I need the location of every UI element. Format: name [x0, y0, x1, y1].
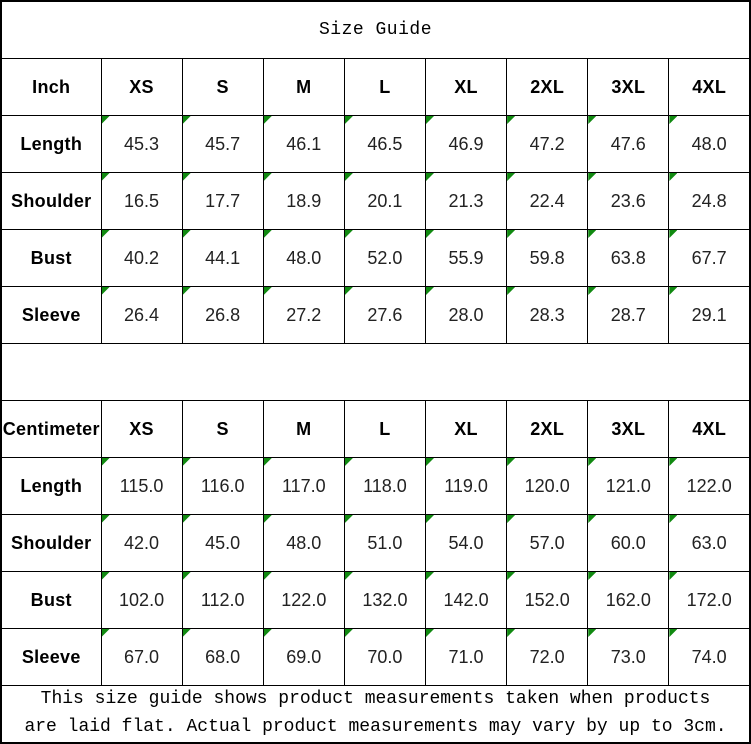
corner-flag-icon [588, 230, 596, 238]
size-value-cell [588, 230, 669, 287]
size-value: 132.0 [362, 589, 408, 610]
corner-flag-icon [588, 572, 596, 580]
corner-flag-icon [588, 116, 596, 124]
size-value-cell [588, 515, 669, 572]
size-value-cell [101, 629, 182, 686]
size-value-cell [182, 230, 263, 287]
size-value: 27.6 [367, 304, 403, 325]
corner-flag-icon [102, 230, 110, 238]
corner-flag-icon [264, 116, 272, 124]
size-value: 172.0 [686, 589, 732, 610]
size-value: 26.8 [205, 304, 241, 325]
corner-flag-icon [183, 629, 191, 637]
measurement-row [1, 287, 750, 344]
size-value: 74.0 [691, 646, 727, 667]
footer-section [1, 686, 750, 744]
corner-flag-icon [588, 515, 596, 523]
corner-flag-icon [426, 515, 434, 523]
corner-flag-icon [507, 116, 515, 124]
size-value: 70.0 [367, 646, 403, 667]
size-value: 20.1 [367, 190, 403, 211]
size-value-cell [588, 572, 669, 629]
size-value-cell [182, 629, 263, 686]
size-value: 46.1 [286, 133, 322, 154]
corner-flag-icon [102, 515, 110, 523]
size-value-cell [507, 515, 588, 572]
size-value-cell [263, 458, 344, 515]
corner-flag-icon [588, 458, 596, 466]
size-value: 47.6 [610, 133, 646, 154]
size-value: 63.8 [610, 247, 646, 268]
size-value: 122.0 [281, 589, 327, 610]
size-value-cell [182, 458, 263, 515]
size-value: 120.0 [524, 475, 570, 496]
measurement-row [1, 572, 750, 629]
size-value-cell [669, 515, 750, 572]
size-value: 42.0 [124, 532, 160, 553]
corner-flag-icon [264, 515, 272, 523]
size-value-cell [669, 173, 750, 230]
corner-flag-icon [426, 173, 434, 181]
size-value-cell [344, 173, 425, 230]
measurement-row [1, 116, 750, 173]
size-value: 45.7 [205, 133, 241, 154]
size-value-cell [669, 629, 750, 686]
size-value: 121.0 [605, 475, 651, 496]
size-column-header: 4XL [669, 59, 750, 116]
size-column-header: L [344, 401, 425, 458]
size-value-cell [507, 116, 588, 173]
measurement-row [1, 173, 750, 230]
size-value: 26.4 [124, 304, 160, 325]
size-column-header: XS [101, 59, 182, 116]
corner-flag-icon [345, 230, 353, 238]
gap-row [1, 344, 750, 401]
corner-flag-icon [183, 287, 191, 295]
size-value: 28.3 [529, 304, 565, 325]
size-value: 48.0 [691, 133, 727, 154]
size-value-cell [588, 458, 669, 515]
size-value-cell [426, 173, 507, 230]
size-value-cell [101, 515, 182, 572]
corner-flag-icon [183, 572, 191, 580]
corner-flag-icon [264, 629, 272, 637]
size-value: 102.0 [119, 589, 165, 610]
size-value: 23.6 [610, 190, 646, 211]
size-value: 119.0 [444, 475, 488, 496]
size-value: 115.0 [119, 475, 164, 496]
corner-flag-icon [669, 629, 677, 637]
size-value: 29.1 [691, 304, 727, 325]
corner-flag-icon [507, 572, 515, 580]
corner-flag-icon [426, 572, 434, 580]
corner-flag-icon [345, 572, 353, 580]
corner-flag-icon [264, 458, 272, 466]
title-section [1, 1, 750, 59]
measurement-label: Length [1, 116, 101, 173]
size-value: 21.3 [448, 190, 484, 211]
size-value-cell [426, 116, 507, 173]
size-column-header: XS [101, 401, 182, 458]
size-column-header: 3XL [588, 401, 669, 458]
corner-flag-icon [588, 287, 596, 295]
size-column-header: S [182, 401, 263, 458]
title-row [1, 1, 750, 59]
size-value-cell [344, 458, 425, 515]
size-value-cell [344, 515, 425, 572]
corner-flag-icon [264, 572, 272, 580]
measurement-label: Shoulder [1, 515, 101, 572]
centimeter-table-section [1, 401, 750, 686]
size-value: 73.0 [610, 646, 646, 667]
size-value-cell [507, 458, 588, 515]
measurement-row [1, 629, 750, 686]
size-value: 59.8 [529, 247, 565, 268]
spacer-row [1, 344, 750, 401]
footer-note [1, 686, 750, 744]
corner-flag-icon [345, 173, 353, 181]
corner-flag-icon [669, 173, 677, 181]
unit-label: Centimeter [1, 401, 101, 458]
corner-flag-icon [669, 116, 677, 124]
size-value-cell [669, 458, 750, 515]
size-value-cell [669, 116, 750, 173]
corner-flag-icon [669, 458, 677, 466]
size-value: 48.0 [286, 532, 322, 553]
size-value: 116.0 [200, 475, 245, 496]
corner-flag-icon [426, 116, 434, 124]
size-value-cell [588, 173, 669, 230]
size-value: 63.0 [691, 532, 727, 553]
size-value-cell [101, 116, 182, 173]
size-value-cell [263, 515, 344, 572]
corner-flag-icon [588, 173, 596, 181]
size-value: 44.1 [205, 247, 241, 268]
size-value: 67.7 [691, 247, 727, 268]
size-value-cell [101, 287, 182, 344]
size-value: 71.0 [448, 646, 484, 667]
size-value-cell [182, 287, 263, 344]
size-value: 16.5 [124, 190, 160, 211]
size-value: 142.0 [443, 589, 489, 610]
corner-flag-icon [264, 230, 272, 238]
size-value-cell [344, 116, 425, 173]
corner-flag-icon [507, 287, 515, 295]
size-value-cell [507, 629, 588, 686]
page-title: Size Guide [1, 1, 750, 59]
corner-flag-icon [102, 572, 110, 580]
footer-note-line2: are laid flat. Actual product measurements may vary by up to 3cm. [24, 717, 727, 737]
corner-flag-icon [183, 173, 191, 181]
gap-section [1, 344, 750, 401]
size-value: 72.0 [529, 646, 565, 667]
corner-flag-icon [264, 287, 272, 295]
size-value: 40.2 [124, 247, 160, 268]
size-value: 52.0 [367, 247, 403, 268]
inch-table-section [1, 59, 750, 344]
size-value-cell [507, 287, 588, 344]
size-column-header: 4XL [669, 401, 750, 458]
size-value-cell [669, 230, 750, 287]
size-value: 60.0 [610, 532, 646, 553]
measurement-row [1, 230, 750, 287]
size-value: 54.0 [448, 532, 484, 553]
size-value-cell [263, 629, 344, 686]
size-value-cell [263, 173, 344, 230]
corner-flag-icon [345, 287, 353, 295]
corner-flag-icon [183, 230, 191, 238]
size-column-header: M [263, 59, 344, 116]
size-header-row [1, 59, 750, 116]
size-column-header: 2XL [507, 59, 588, 116]
measurement-label: Bust [1, 230, 101, 287]
size-value: 48.0 [286, 247, 322, 268]
size-value: 69.0 [286, 646, 322, 667]
size-value-cell [426, 230, 507, 287]
corner-flag-icon [507, 173, 515, 181]
size-value-cell [263, 572, 344, 629]
corner-flag-icon [507, 458, 515, 466]
measurement-label: Shoulder [1, 173, 101, 230]
corner-flag-icon [426, 287, 434, 295]
size-value: 118.0 [363, 475, 407, 496]
corner-flag-icon [345, 629, 353, 637]
corner-flag-icon [102, 116, 110, 124]
size-column-header: M [263, 401, 344, 458]
size-value: 162.0 [605, 589, 651, 610]
size-value: 45.3 [124, 133, 160, 154]
corner-flag-icon [102, 629, 110, 637]
corner-flag-icon [345, 116, 353, 124]
corner-flag-icon [183, 515, 191, 523]
size-header-row [1, 401, 750, 458]
size-value-cell [507, 572, 588, 629]
size-value: 122.0 [686, 475, 732, 496]
size-column-header: 2XL [507, 401, 588, 458]
size-value-cell [101, 572, 182, 629]
size-value: 17.7 [205, 190, 241, 211]
size-value: 117.0 [281, 475, 326, 496]
size-value: 152.0 [524, 589, 570, 610]
corner-flag-icon [426, 629, 434, 637]
size-value-cell [507, 230, 588, 287]
corner-flag-icon [507, 629, 515, 637]
size-value-cell [669, 287, 750, 344]
size-value-cell [426, 458, 507, 515]
footer-row [1, 686, 750, 744]
footer-note-line1: This size guide shows product measurements taken when products [40, 689, 711, 710]
size-value-cell [344, 572, 425, 629]
corner-flag-icon [507, 515, 515, 523]
size-value-cell [182, 116, 263, 173]
corner-flag-icon [669, 287, 677, 295]
size-value-cell [344, 230, 425, 287]
size-value-cell [588, 116, 669, 173]
size-column-header: S [182, 59, 263, 116]
corner-flag-icon [669, 572, 677, 580]
size-value-cell [182, 572, 263, 629]
corner-flag-icon [102, 173, 110, 181]
corner-flag-icon [183, 458, 191, 466]
size-value-cell [507, 173, 588, 230]
size-value-cell [426, 287, 507, 344]
size-value-cell [182, 515, 263, 572]
size-column-header: L [344, 59, 425, 116]
size-value-cell [669, 572, 750, 629]
size-value-cell [263, 116, 344, 173]
size-value-cell [344, 629, 425, 686]
size-value: 55.9 [448, 247, 484, 268]
measurement-row [1, 515, 750, 572]
size-value-cell [101, 173, 182, 230]
size-value: 45.0 [205, 532, 241, 553]
size-value: 47.2 [529, 133, 565, 154]
measurement-label: Bust [1, 572, 101, 629]
size-value-cell [101, 458, 182, 515]
size-value-cell [101, 230, 182, 287]
unit-label: Inch [1, 59, 101, 116]
size-value-cell [426, 572, 507, 629]
size-value-cell [344, 287, 425, 344]
size-value: 57.0 [529, 532, 565, 553]
measurement-label: Sleeve [1, 629, 101, 686]
size-value: 46.5 [367, 133, 403, 154]
corner-flag-icon [669, 230, 677, 238]
size-column-header: XL [426, 59, 507, 116]
size-column-header: 3XL [588, 59, 669, 116]
size-value-cell [426, 629, 507, 686]
size-value: 24.8 [691, 190, 727, 211]
size-value: 112.0 [200, 589, 245, 610]
size-value-cell [263, 230, 344, 287]
size-value-cell [588, 287, 669, 344]
measurement-label: Length [1, 458, 101, 515]
size-value-cell [426, 515, 507, 572]
corner-flag-icon [345, 458, 353, 466]
corner-flag-icon [102, 287, 110, 295]
corner-flag-icon [426, 458, 434, 466]
corner-flag-icon [507, 230, 515, 238]
size-value: 28.7 [610, 304, 646, 325]
size-value-cell [588, 629, 669, 686]
size-value: 18.9 [286, 190, 322, 211]
corner-flag-icon [264, 173, 272, 181]
corner-flag-icon [426, 230, 434, 238]
measurement-row [1, 458, 750, 515]
size-value-cell [263, 287, 344, 344]
size-value: 68.0 [205, 646, 241, 667]
size-column-header: XL [426, 401, 507, 458]
corner-flag-icon [669, 515, 677, 523]
size-value: 46.9 [448, 133, 484, 154]
size-value: 27.2 [286, 304, 322, 325]
size-value: 67.0 [124, 646, 160, 667]
corner-flag-icon [345, 515, 353, 523]
size-value: 51.0 [367, 532, 403, 553]
corner-flag-icon [102, 458, 110, 466]
size-value: 22.4 [529, 190, 565, 211]
corner-flag-icon [588, 629, 596, 637]
size-value-cell [182, 173, 263, 230]
size-value: 28.0 [448, 304, 484, 325]
measurement-label: Sleeve [1, 287, 101, 344]
corner-flag-icon [183, 116, 191, 124]
